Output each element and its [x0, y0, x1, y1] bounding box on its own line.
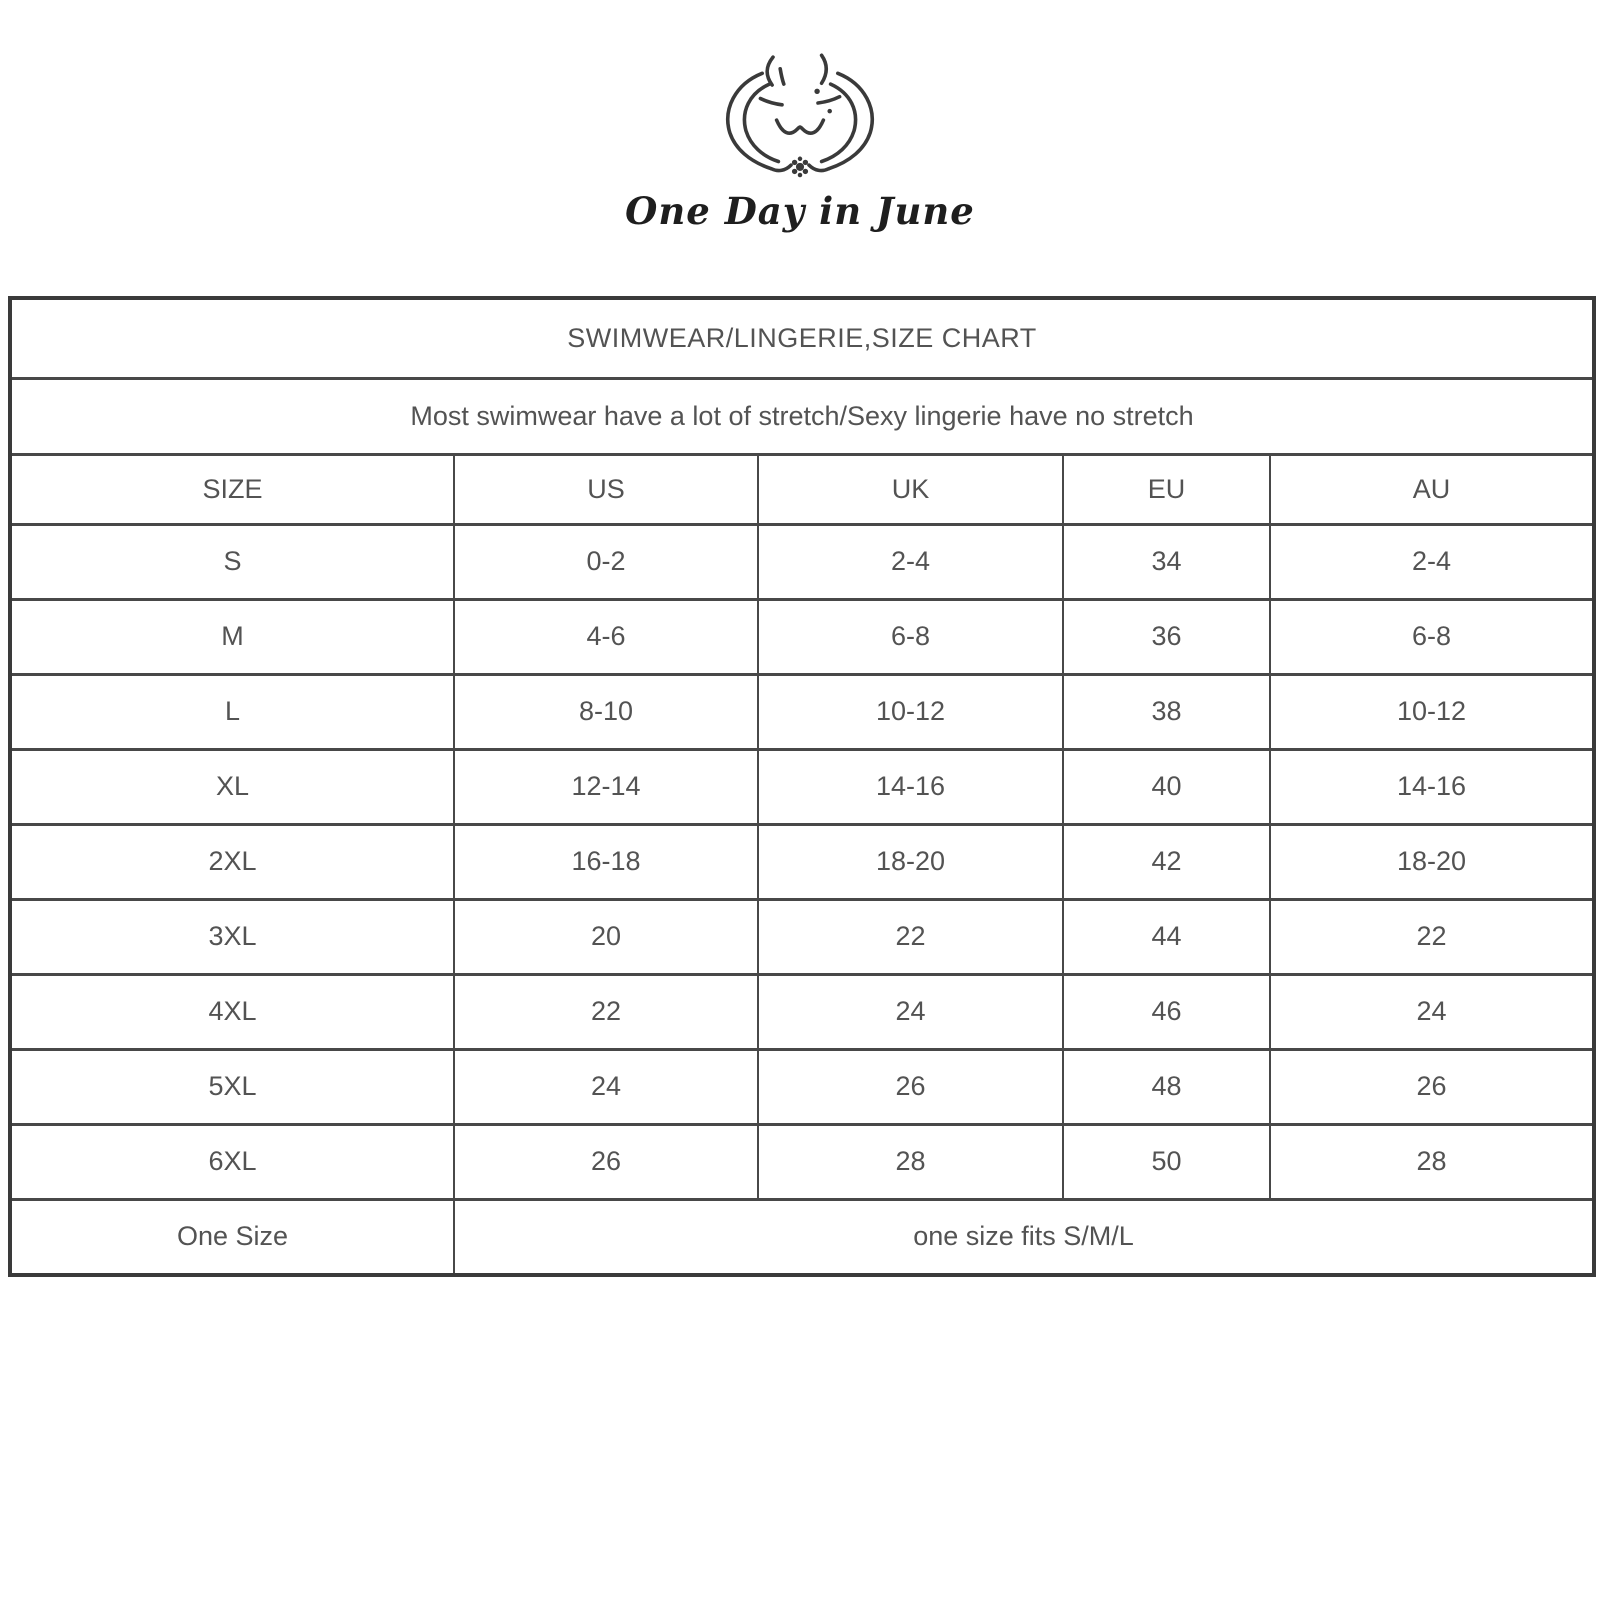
value-cell: 6-8 [1270, 599, 1594, 674]
size-cell: XL [10, 749, 454, 824]
value-cell: 10-12 [758, 674, 1063, 749]
value-cell: 24 [454, 1049, 758, 1124]
table-row-s [10, 524, 1594, 599]
rosette-mark [792, 157, 808, 178]
value-cell: 16-18 [454, 824, 758, 899]
column-header-eu: EU [1063, 454, 1270, 524]
one-size-note: one size fits S/M/L [454, 1199, 1594, 1275]
table-row-6xl [10, 1124, 1594, 1199]
value-cell: 18-20 [1270, 824, 1594, 899]
value-cell: 38 [1063, 674, 1270, 749]
table-row-4xl [10, 974, 1594, 1049]
table-title: SWIMWEAR/LINGERIE,SIZE CHART [10, 298, 1594, 378]
value-cell: 24 [758, 974, 1063, 1049]
column-header-size: SIZE [10, 454, 454, 524]
value-cell: 10-12 [1270, 674, 1594, 749]
value-cell: 14-16 [1270, 749, 1594, 824]
lion-face-icon [710, 44, 890, 180]
size-cell: 5XL [10, 1049, 454, 1124]
value-cell: 24 [1270, 974, 1594, 1049]
value-cell: 22 [1270, 899, 1594, 974]
value-cell: 6-8 [758, 599, 1063, 674]
size-cell: 6XL [10, 1124, 454, 1199]
table-row-l [10, 674, 1594, 749]
value-cell: 18-20 [758, 824, 1063, 899]
size-cell: M [10, 599, 454, 674]
size-chart-table [8, 296, 1596, 1277]
value-cell: 46 [1063, 974, 1270, 1049]
table-row-2xl [10, 824, 1594, 899]
size-cell: S [10, 524, 454, 599]
value-cell: 28 [758, 1124, 1063, 1199]
table-row-xl [10, 749, 1594, 824]
value-cell: 22 [758, 899, 1063, 974]
column-header-row [10, 454, 1594, 524]
column-header-uk: UK [758, 454, 1063, 524]
table-row-3xl [10, 899, 1594, 974]
value-cell: 34 [1063, 524, 1270, 599]
value-cell: 36 [1063, 599, 1270, 674]
value-cell: 26 [1270, 1049, 1594, 1124]
value-cell: 44 [1063, 899, 1270, 974]
table-title-row [10, 298, 1594, 378]
table-subtitle-row [10, 378, 1594, 454]
column-header-us: US [454, 454, 758, 524]
value-cell: 0-2 [454, 524, 758, 599]
value-cell: 42 [1063, 824, 1270, 899]
value-cell: 50 [1063, 1124, 1270, 1199]
value-cell: 26 [454, 1124, 758, 1199]
value-cell: 20 [454, 899, 758, 974]
table-subtitle: Most swimwear have a lot of stretch/Sexy lingerie have no stretch [10, 378, 1594, 454]
size-cell: L [10, 674, 454, 749]
brand-header [0, 44, 1600, 233]
column-header-au: AU [1270, 454, 1594, 524]
size-cell: 2XL [10, 824, 454, 899]
value-cell: 4-6 [454, 599, 758, 674]
table-row-one-size [10, 1199, 1594, 1275]
brand-name: One Day in June [625, 189, 975, 233]
value-cell: 2-4 [1270, 524, 1594, 599]
value-cell: 28 [1270, 1124, 1594, 1199]
value-cell: 12-14 [454, 749, 758, 824]
value-cell: 22 [454, 974, 758, 1049]
value-cell: 26 [758, 1049, 1063, 1124]
value-cell: 14-16 [758, 749, 1063, 824]
size-cell: 4XL [10, 974, 454, 1049]
size-cell: 3XL [10, 899, 454, 974]
value-cell: 2-4 [758, 524, 1063, 599]
value-cell: 40 [1063, 749, 1270, 824]
table-row-m [10, 599, 1594, 674]
one-size-label: One Size [10, 1199, 454, 1275]
value-cell: 48 [1063, 1049, 1270, 1124]
value-cell: 8-10 [454, 674, 758, 749]
table-row-5xl [10, 1049, 1594, 1124]
